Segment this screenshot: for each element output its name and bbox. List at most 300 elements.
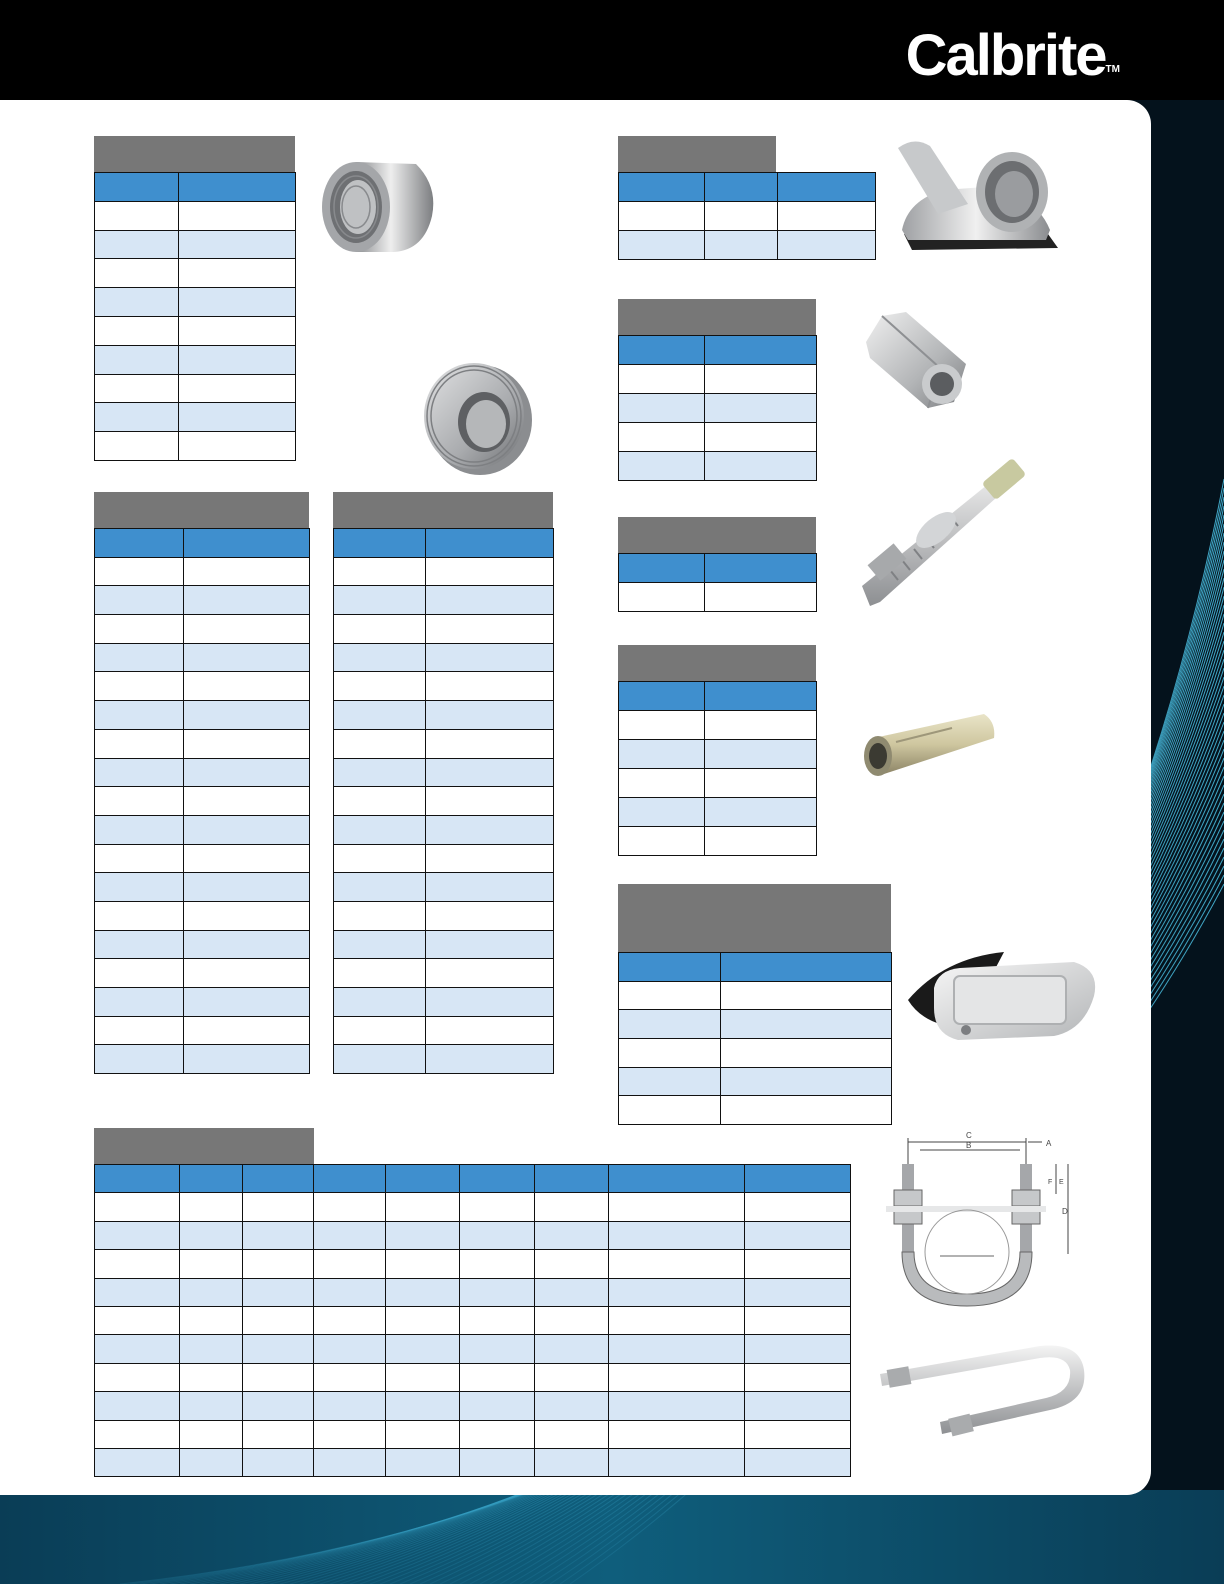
table-cell	[619, 981, 721, 1010]
table-cell	[243, 1278, 314, 1306]
table-cell	[184, 758, 310, 787]
table-row	[95, 930, 310, 959]
table-row	[95, 1250, 851, 1278]
table-cell	[95, 930, 184, 959]
table-cell	[184, 873, 310, 902]
table-cell	[243, 1335, 314, 1363]
table-cell	[95, 1016, 184, 1045]
table-cell	[705, 202, 778, 231]
table-cell	[95, 432, 179, 461]
table-row	[95, 615, 310, 644]
table-row	[334, 873, 554, 902]
table-cell	[184, 901, 310, 930]
table-row	[334, 643, 554, 672]
table-cell	[314, 1250, 386, 1278]
table-cell	[745, 1306, 851, 1334]
table-cell	[95, 1045, 184, 1074]
table-cell	[609, 1392, 745, 1420]
table-row	[334, 557, 554, 586]
table-cell	[184, 815, 310, 844]
table-cell	[705, 365, 817, 394]
table-cell	[179, 230, 296, 259]
table-cell	[184, 1045, 310, 1074]
table-cell	[179, 288, 296, 317]
table-cell	[426, 1016, 554, 1045]
table-cell	[184, 643, 310, 672]
table-cell	[619, 554, 705, 583]
table-cell	[426, 901, 554, 930]
table-row	[619, 452, 817, 481]
table-row	[95, 787, 310, 816]
entrance-ell-table	[618, 136, 876, 260]
table-row	[334, 787, 554, 816]
brand-logo	[905, 23, 1120, 88]
table-row	[95, 259, 296, 288]
table-row	[334, 701, 554, 730]
table-row	[334, 844, 554, 873]
table-header-row	[95, 1165, 851, 1193]
table-cell	[705, 682, 817, 711]
table-cell	[745, 1392, 851, 1420]
table-cell	[179, 201, 296, 230]
table-cell	[745, 1335, 851, 1363]
table-cell	[184, 787, 310, 816]
dim-label-f: F	[1048, 1179, 1053, 1186]
table-row	[95, 403, 296, 432]
table-cell	[426, 701, 554, 730]
table-cell	[314, 1193, 386, 1221]
table-cell	[386, 1420, 460, 1448]
table-row	[95, 901, 310, 930]
table-cell	[95, 1363, 180, 1391]
table-row	[95, 557, 310, 586]
table-cell	[386, 1448, 460, 1476]
table-cell	[460, 1335, 535, 1363]
dim-label-c: C	[966, 1131, 972, 1140]
table-cell	[619, 827, 705, 856]
table-cell	[334, 1016, 426, 1045]
table-cell	[705, 740, 817, 769]
table-header-row	[619, 953, 892, 982]
table-cell	[426, 988, 554, 1017]
table-row	[95, 1278, 851, 1306]
table-cell	[460, 1221, 535, 1249]
table-cell	[619, 423, 705, 452]
table-cell	[95, 615, 184, 644]
table-cell	[95, 672, 184, 701]
table-cell	[95, 1193, 180, 1221]
table-cell	[535, 1392, 609, 1420]
table-row	[619, 1010, 892, 1039]
table-row	[95, 586, 310, 615]
table-cell	[243, 1392, 314, 1420]
table-cell	[619, 953, 721, 982]
data-table	[94, 528, 310, 1074]
table-cell	[705, 554, 817, 583]
table-cell	[179, 432, 296, 461]
data-table	[618, 681, 817, 856]
table-row	[619, 231, 876, 260]
table-cell	[705, 769, 817, 798]
table-row	[95, 230, 296, 259]
table-cell	[745, 1250, 851, 1278]
table-cell	[535, 1335, 609, 1363]
table-title-bar	[94, 1128, 314, 1164]
table-cell	[334, 615, 426, 644]
data-table	[94, 1164, 851, 1477]
table-cell	[243, 1448, 314, 1476]
table-cell	[619, 1096, 721, 1125]
table-title-bar	[333, 492, 553, 528]
dim-label-e: E	[1059, 1179, 1064, 1186]
u-bolt-dimension-diagram-icon	[880, 1128, 1080, 1318]
data-table	[618, 335, 817, 481]
table-cell	[426, 873, 554, 902]
table-cell	[705, 423, 817, 452]
top-bar	[0, 0, 1224, 100]
table-cell	[460, 1448, 535, 1476]
table-cell	[95, 729, 184, 758]
table-cell	[95, 557, 184, 586]
table-cell	[460, 1363, 535, 1391]
table-cell	[184, 672, 310, 701]
table-cell	[745, 1420, 851, 1448]
dim-label-d: D	[1062, 1207, 1068, 1216]
table-cell	[745, 1448, 851, 1476]
table-cell	[609, 1363, 745, 1391]
table-cell	[721, 1039, 892, 1068]
table-cell	[426, 729, 554, 758]
table-cell	[386, 1363, 460, 1391]
table-cell	[619, 365, 705, 394]
table-row	[619, 1067, 892, 1096]
trademark-symbol: TM	[1105, 64, 1120, 75]
table-cell	[334, 844, 426, 873]
table-cell	[705, 798, 817, 827]
table-cell	[334, 529, 426, 558]
table-cell	[460, 1278, 535, 1306]
table-cell	[243, 1363, 314, 1391]
table-row	[334, 901, 554, 930]
brand-name: Calbrite	[905, 23, 1106, 88]
table-cell	[184, 729, 310, 758]
table-cell	[95, 959, 184, 988]
table-cell	[609, 1335, 745, 1363]
table-cell	[334, 988, 426, 1017]
hex-coupling-nut-icon	[862, 308, 978, 412]
table-row	[95, 1335, 851, 1363]
table-cell	[705, 336, 817, 365]
table-cell	[314, 1306, 386, 1334]
table-cell	[184, 988, 310, 1017]
table-cell	[95, 403, 179, 432]
table-header-row	[619, 554, 817, 583]
table-header-row	[334, 529, 554, 558]
table-cell	[95, 1306, 180, 1334]
table-header-row	[619, 336, 817, 365]
table-cell	[95, 1165, 180, 1193]
table-cell	[184, 529, 310, 558]
table-cell	[426, 930, 554, 959]
table-cell	[243, 1221, 314, 1249]
table-cell	[334, 873, 426, 902]
table-cell	[95, 1392, 180, 1420]
table-cell	[619, 1039, 721, 1068]
table-cell	[95, 1420, 180, 1448]
table-cell	[386, 1193, 460, 1221]
table-cell	[179, 259, 296, 288]
cover-plate-icon	[904, 948, 1104, 1046]
table-cell	[334, 557, 426, 586]
table-row	[95, 1221, 851, 1249]
table-cell	[745, 1165, 851, 1193]
table-cell	[179, 374, 296, 403]
table-cell	[314, 1448, 386, 1476]
table-title-bar	[618, 299, 816, 335]
data-table	[618, 553, 817, 612]
table-cell	[179, 173, 296, 202]
table-cell	[386, 1306, 460, 1334]
table-cell	[95, 701, 184, 730]
table-cell	[386, 1165, 460, 1193]
table-cell	[460, 1165, 535, 1193]
table-cell	[535, 1306, 609, 1334]
table-title-bar	[618, 884, 891, 952]
table-cell	[535, 1363, 609, 1391]
table-cell	[705, 711, 817, 740]
table-cell	[95, 643, 184, 672]
table-cell	[314, 1392, 386, 1420]
table-cell	[426, 529, 554, 558]
data-table	[333, 528, 554, 1074]
cover-plate-table	[618, 884, 892, 1125]
table-cell	[184, 701, 310, 730]
table-cell	[334, 959, 426, 988]
table-cell	[745, 1278, 851, 1306]
table-cell	[619, 1067, 721, 1096]
table-cell	[95, 316, 179, 345]
table-row	[334, 988, 554, 1017]
table-cell	[535, 1278, 609, 1306]
table-cell	[95, 529, 184, 558]
table-row	[334, 815, 554, 844]
u-bolt-table	[94, 1128, 851, 1477]
table-cell	[609, 1193, 745, 1221]
table-row	[95, 959, 310, 988]
drop-in-anchor-icon	[856, 708, 1006, 788]
dim-label-a: A	[1046, 1139, 1052, 1148]
table-row	[95, 345, 296, 374]
table-cell	[619, 231, 705, 260]
table-cell	[778, 202, 876, 231]
table-cell	[184, 586, 310, 615]
table-cell	[243, 1250, 314, 1278]
table-header-row	[619, 173, 876, 202]
table-cell	[609, 1165, 745, 1193]
table-cell	[334, 815, 426, 844]
table-row	[619, 423, 817, 452]
table-cell	[619, 682, 705, 711]
table-cell	[609, 1448, 745, 1476]
table-row	[334, 672, 554, 701]
table-row	[619, 827, 817, 856]
table-cell	[705, 231, 778, 260]
table-cell	[386, 1392, 460, 1420]
table-cell	[426, 787, 554, 816]
table-row	[95, 1045, 310, 1074]
table-cell	[95, 901, 184, 930]
table-cell	[95, 815, 184, 844]
table-cell	[95, 1221, 180, 1249]
table-cell	[314, 1335, 386, 1363]
table-row	[95, 701, 310, 730]
reducing-bushing-icon	[416, 358, 536, 478]
table-cell	[334, 701, 426, 730]
table-row	[619, 981, 892, 1010]
table-cell	[95, 787, 184, 816]
table-row	[95, 873, 310, 902]
table-cell	[95, 173, 179, 202]
table-row	[95, 1016, 310, 1045]
table-cell	[619, 173, 705, 202]
table-cell	[609, 1306, 745, 1334]
table-cell	[95, 288, 179, 317]
table-cell	[619, 711, 705, 740]
data-table	[94, 172, 296, 461]
table-cell	[460, 1193, 535, 1221]
table-cell	[460, 1250, 535, 1278]
table-cell	[426, 557, 554, 586]
table-cell	[721, 981, 892, 1010]
table-cell	[95, 844, 184, 873]
table-cell	[243, 1306, 314, 1334]
table-cell	[721, 953, 892, 982]
table-cell	[426, 672, 554, 701]
table-row	[95, 815, 310, 844]
table-cell	[95, 758, 184, 787]
table-cell	[705, 173, 778, 202]
table-row	[619, 365, 817, 394]
table-cell	[314, 1221, 386, 1249]
reducer-table-a	[94, 492, 310, 1074]
table-cell	[184, 615, 310, 644]
table-row	[334, 1045, 554, 1074]
table-row	[95, 201, 296, 230]
table-cell	[609, 1221, 745, 1249]
table-cell	[426, 586, 554, 615]
table-cell	[334, 1045, 426, 1074]
coupling-table	[94, 136, 296, 461]
table-cell	[619, 583, 705, 612]
table-cell	[386, 1278, 460, 1306]
table-cell	[243, 1420, 314, 1448]
table-row	[95, 1420, 851, 1448]
table-cell	[95, 230, 179, 259]
table-title-bar	[94, 492, 309, 528]
table-cell	[386, 1250, 460, 1278]
table-cell	[95, 873, 184, 902]
table-cell	[314, 1165, 386, 1193]
table-row	[95, 729, 310, 758]
table-cell	[619, 394, 705, 423]
table-cell	[180, 1306, 243, 1334]
table-row	[95, 1392, 851, 1420]
table-cell	[95, 259, 179, 288]
table-row	[334, 1016, 554, 1045]
table-cell	[95, 1250, 180, 1278]
table-cell	[426, 815, 554, 844]
table-cell	[386, 1221, 460, 1249]
table-row	[619, 394, 817, 423]
table-cell	[535, 1221, 609, 1249]
table-cell	[95, 374, 179, 403]
data-table	[618, 952, 892, 1125]
threaded-coupling-icon	[316, 154, 446, 262]
table-row	[95, 1306, 851, 1334]
table-cell	[535, 1420, 609, 1448]
table-cell	[95, 201, 179, 230]
table-cell	[619, 452, 705, 481]
table-cell	[535, 1193, 609, 1221]
table-cell	[184, 1016, 310, 1045]
table-cell	[705, 583, 817, 612]
table-cell	[334, 643, 426, 672]
table-cell	[180, 1221, 243, 1249]
table-row	[95, 1448, 851, 1476]
table-row	[334, 615, 554, 644]
table-header-row	[95, 529, 310, 558]
table-cell	[745, 1193, 851, 1221]
table-cell	[179, 316, 296, 345]
table-cell	[721, 1010, 892, 1039]
service-entrance-ell-icon	[878, 130, 1078, 262]
dim-label-b: B	[966, 1141, 972, 1150]
wedge-anchor-table	[618, 517, 817, 612]
table-cell	[619, 740, 705, 769]
table-cell	[334, 787, 426, 816]
table-cell	[95, 1448, 180, 1476]
reducer-table-b	[333, 492, 554, 1074]
table-cell	[745, 1363, 851, 1391]
table-cell	[426, 643, 554, 672]
table-cell	[535, 1165, 609, 1193]
table-row	[619, 1096, 892, 1125]
table-cell	[460, 1420, 535, 1448]
table-cell	[334, 586, 426, 615]
table-cell	[535, 1448, 609, 1476]
hex-coupling-nut-table	[618, 299, 817, 481]
table-cell	[95, 586, 184, 615]
table-cell	[180, 1165, 243, 1193]
table-row	[619, 769, 817, 798]
table-cell	[243, 1165, 314, 1193]
table-row	[334, 729, 554, 758]
table-row	[619, 583, 817, 612]
table-title-bar	[618, 136, 776, 172]
table-row	[334, 959, 554, 988]
table-cell	[426, 758, 554, 787]
table-row	[619, 202, 876, 231]
table-cell	[619, 769, 705, 798]
table-cell	[778, 231, 876, 260]
table-cell	[334, 930, 426, 959]
table-cell	[619, 1010, 721, 1039]
table-cell	[180, 1335, 243, 1363]
table-row	[95, 374, 296, 403]
table-cell	[180, 1193, 243, 1221]
table-cell	[184, 959, 310, 988]
table-cell	[609, 1278, 745, 1306]
